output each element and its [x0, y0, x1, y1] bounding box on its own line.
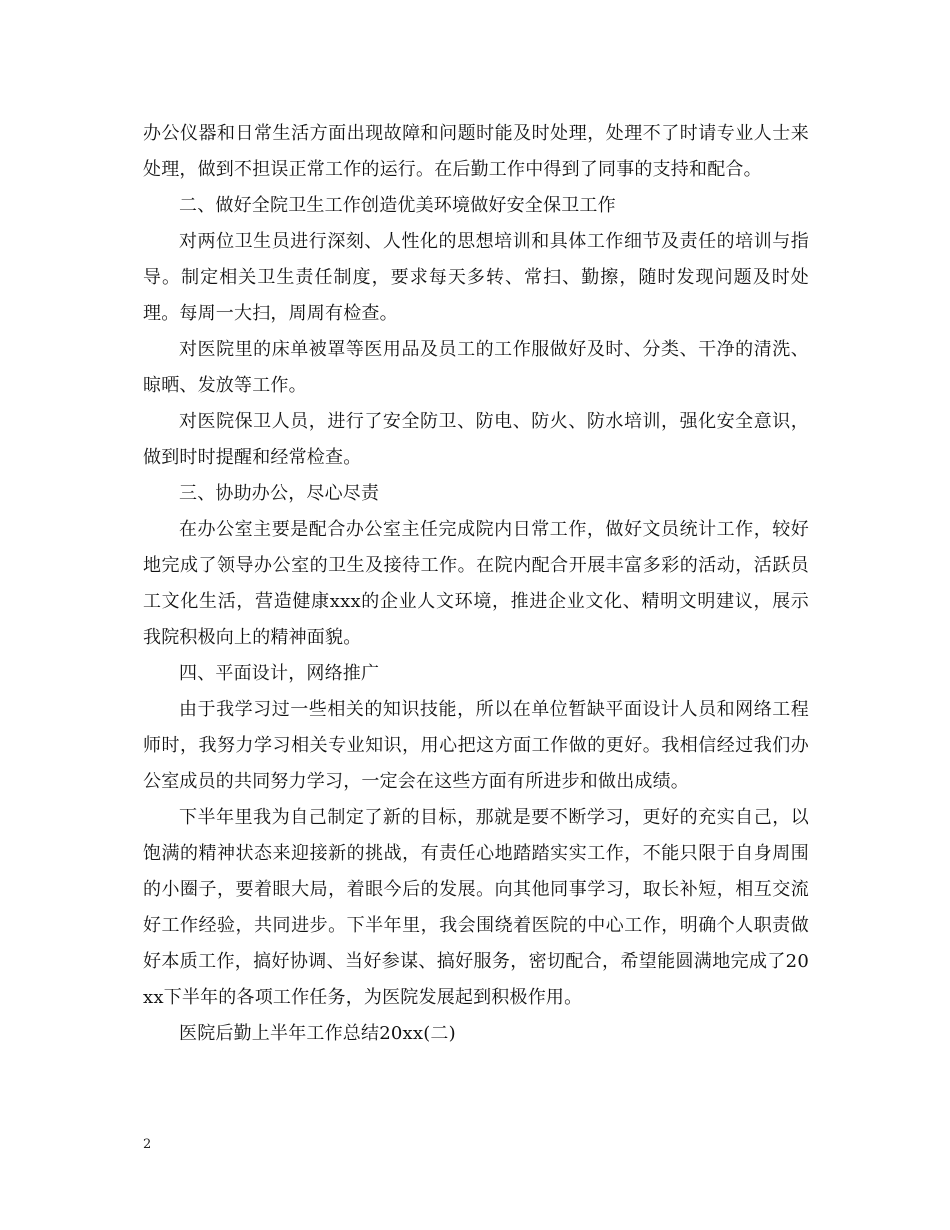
- section-heading-graphic-design: 四、平面设计，网络推广: [179, 663, 380, 684]
- section-heading-sanitation-security: 二、做好全院卫生工作创造优美环境做好安全保卫工作: [179, 195, 616, 216]
- section-heading-office-assist: 三、协助办公，尽心尽责: [179, 483, 380, 504]
- page-number: 2: [143, 1137, 152, 1152]
- paragraph-continuation: 办公仪器和日常生活方面出现故障和问题时能及时处理，处理不了时请专业人士来处理，做到不担误正常工作的运行。在后勤工作中得到了同事的支持和配合。: [143, 123, 809, 180]
- document-body: [143, 116, 809, 1052]
- paragraph-second-half-goals: 下半年里我为自己制定了新的目标，那就是要不断学习，更好的充实自己，以饱满的精神状态来迎接新的挑战，有责任心地踏踏实实工作，不能只限于自身周围的小圈子，要着眼大局，着眼今后的发展。向其他同事学习，取长补短，相互交流好工作经验，共同进步。下半年里，我会围绕着医院的中心工作，明确个人职责做好本质工作，搞好协调、当好参谋、搞好服务，密切配合，希望能圆满地完成了20xx下半年的各项工作任务，为医院发展起到积极作用。: [143, 807, 809, 1008]
- paragraph-security-training: 对医院保卫人员，进行了安全防卫、防电、防火、防水培训，强化安全意识，做到时时提醒和经常检查。: [143, 411, 809, 468]
- paragraph-linen-laundry: 对医院里的床单被罩等医用品及员工的工作服做好及时、分类、干净的清洗、晾晒、发放等工作。: [143, 339, 809, 396]
- paragraph-design-skills: 由于我学习过一些相关的知识技能，所以在单位暂缺平面设计人员和网络工程师时，我努力学习相关专业知识，用心把这方面工作做的更好。我相信经过我们办公室成员的共同努力学习，一定会在这些方面有所进步和做出成绩。: [143, 699, 809, 792]
- paragraph-next-title: 医院后勤上半年工作总结20xx(二): [179, 1023, 456, 1044]
- paragraph-cleaner-training: 对两位卫生员进行深刻、人性化的思想培训和具体工作细节及责任的培训与指导。制定相关卫生责任制度，要求每天多转、常扫、勤擦，随时发现问题及时处理。每周一大扫，周周有检查。: [143, 231, 809, 324]
- paragraph-office-work: 在办公室主要是配合办公室主任完成院内日常工作，做好文员统计工作，较好地完成了领导办公室的卫生及接待工作。在院内配合开展丰富多彩的活动，活跃员工文化生活，营造健康xxx的企业人文环境，推进企业文化、精明文明建议，展示我院积极向上的精神面貌。: [143, 519, 809, 648]
